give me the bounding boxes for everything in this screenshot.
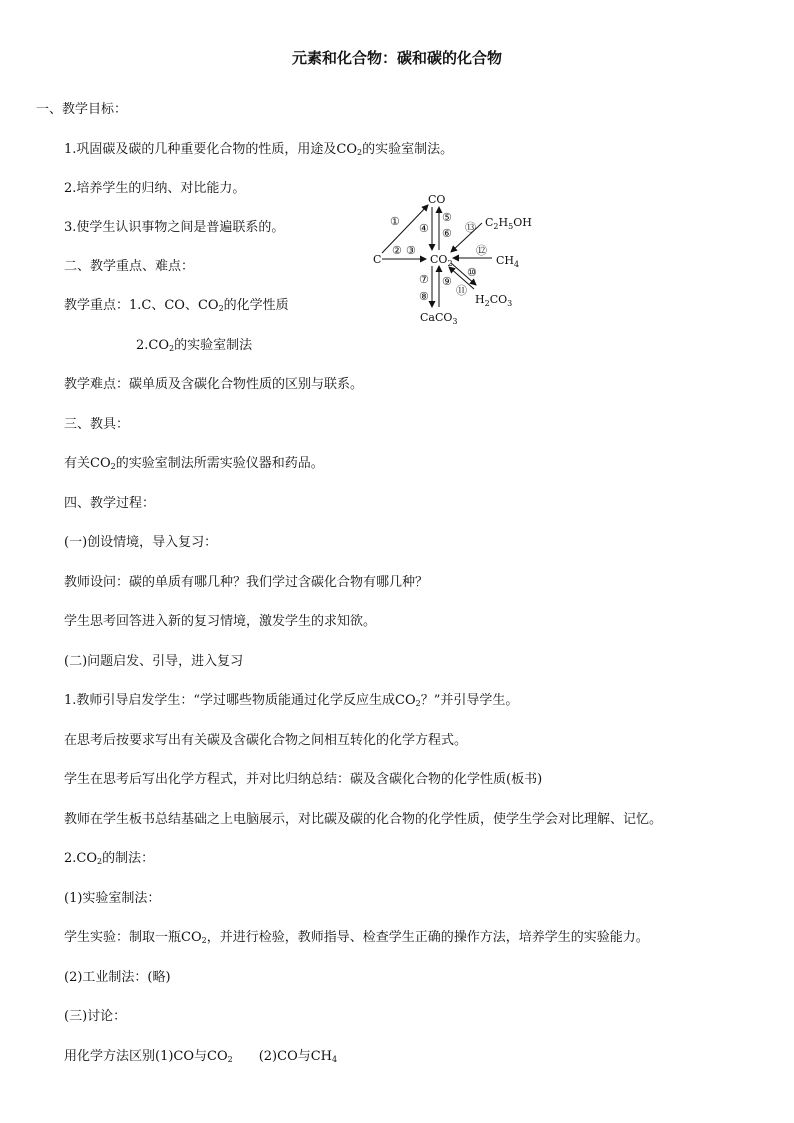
reaction-number-13: ⑬ xyxy=(465,221,476,234)
process-part-1: (一)创设情境，导入复习： xyxy=(64,535,218,550)
section-heading-tools: 三、教具： xyxy=(64,417,130,432)
objective-1: 1.巩固碳及碳的几种重要化合物的性质，用途及$CO_2$的实验室制法。 xyxy=(64,142,454,157)
key-point-2: $2.CO_2$的实验室制法 xyxy=(136,338,253,353)
review-step-1: 1.教师引导启发学生：“学过哪些物质能通过化学反应生成$CO_2$？”并引导学生。 xyxy=(64,693,519,708)
key-point-1: 教学重点：1.C、CO、$CO_2$的化学性质 xyxy=(64,298,289,313)
reaction-number-9: ⑨ xyxy=(442,275,452,288)
reaction-number-10: ⑩ xyxy=(467,266,477,279)
process-part-2: (二)问题启发、引导，进入复习 xyxy=(64,654,244,669)
reaction-number-8: ⑧ xyxy=(419,290,429,303)
objective-2: 2.培养学生的归纳、对比能力。 xyxy=(64,181,246,196)
section-heading-objectives: 一、教学目标： xyxy=(36,102,128,117)
reaction-number-7: ⑦ xyxy=(419,273,429,286)
reaction-number-3: ③ xyxy=(406,244,416,257)
caco3-label: CaCO$_3$ xyxy=(420,311,458,326)
objective-3: 3.使学生认识事物之间是普遍联系的。 xyxy=(64,220,285,235)
lab-method-heading: (1)实验室制法： xyxy=(64,891,161,906)
c2h5oh-label: $C_2H_5OH$ xyxy=(485,216,532,231)
student-response: 学生思考回答进入新的复习情境，激发学生的求知欲。 xyxy=(64,614,377,629)
process-part-3: (三)讨论： xyxy=(64,1009,127,1024)
carbon-conversion-diagram xyxy=(362,190,532,326)
document-title: 元素和化合物：碳和碳的化合物 xyxy=(291,49,502,67)
review-step-4: 教师在学生板书总结基础之上电脑展示，对比碳及碳的化合物的化学性质，使学生学会对比理解、记忆。 xyxy=(64,812,663,827)
student-experiment: 学生实验：制取一瓶$CO_2$，并进行检验，教师指导、检查学生正确的操作方法，培养学生的实验能力。 xyxy=(64,930,649,945)
co2-preparation-heading: $2.CO_2$的制法： xyxy=(64,851,155,866)
co2-label: $CO_2$ xyxy=(430,253,453,268)
reaction-number-5: ⑤ xyxy=(442,211,452,224)
reaction-number-2: ② xyxy=(392,244,402,257)
h2co3-label: $H_2CO_3$ xyxy=(475,293,513,308)
teacher-question: 教师设问：碳的单质有哪几种？我们学过含碳化合物有哪几种？ xyxy=(64,575,429,590)
reaction-number-1: ① xyxy=(390,215,400,228)
reaction-number-12: ⑫ xyxy=(476,244,487,257)
section-heading-process: 四、教学过程： xyxy=(64,496,156,511)
discussion-question: 用化学方法区别(1)CO与$CO_2$ (2)CO与$CH_4$ xyxy=(64,1049,338,1064)
reaction-number-6: ⑥ xyxy=(442,227,452,240)
tools-text: 有关$CO_2$的实验室制法所需实验仪器和药品。 xyxy=(64,456,324,471)
reaction-number-4: ④ xyxy=(419,222,429,235)
difficult-point: 教学难点：碳单质及含碳化合物性质的区别与联系。 xyxy=(64,377,364,392)
ch4-label: $CH_4$ xyxy=(496,254,520,269)
industrial-method: (2)工业制法：(略) xyxy=(64,970,171,985)
review-step-2: 在思考后按要求写出有关碳及含碳化合物之间相互转化的化学方程式。 xyxy=(64,733,468,748)
co-label: CO xyxy=(428,193,446,206)
section-heading-keypoints: 二、教学重点、难点： xyxy=(64,259,195,274)
c-label: C xyxy=(373,253,382,266)
reaction-number-11: ⑪ xyxy=(456,284,467,297)
review-step-3: 学生在思考后写出化学方程式，并对比归纳总结：碳及含碳化合物的化学性质(板书) xyxy=(64,772,543,787)
